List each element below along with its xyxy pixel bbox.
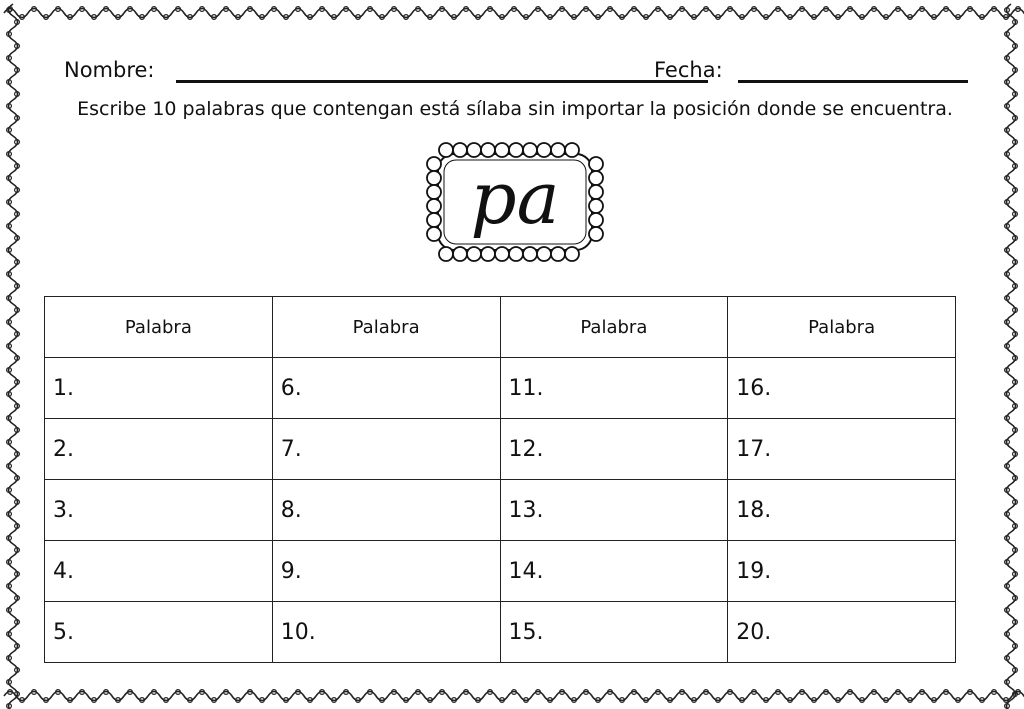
word-cell[interactable]: 10. bbox=[272, 602, 500, 663]
word-cell[interactable]: 2. bbox=[45, 419, 273, 480]
instructions-text: Escribe 10 palabras que contengan está sílaba sin importar la posición donde se encuentra. bbox=[77, 98, 953, 120]
decorative-border-top bbox=[0, 0, 1024, 26]
word-cell[interactable]: 14. bbox=[500, 541, 728, 602]
word-cell[interactable]: 17. bbox=[728, 419, 956, 480]
table-row bbox=[45, 602, 956, 663]
syllable-text: pa bbox=[470, 156, 560, 240]
table-row bbox=[45, 358, 956, 419]
word-cell[interactable]: 13. bbox=[500, 480, 728, 541]
word-cell[interactable]: 5. bbox=[45, 602, 273, 663]
decorative-border-bottom bbox=[0, 683, 1024, 709]
word-cell[interactable]: 4. bbox=[45, 541, 273, 602]
word-cell[interactable]: 7. bbox=[272, 419, 500, 480]
date-label: Fecha: bbox=[654, 58, 723, 82]
name-field[interactable] bbox=[176, 80, 708, 83]
word-cell[interactable]: 3. bbox=[45, 480, 273, 541]
word-cell[interactable]: 20. bbox=[728, 602, 956, 663]
column-header: Palabra bbox=[728, 297, 956, 358]
word-cell[interactable]: 12. bbox=[500, 419, 728, 480]
date-field[interactable] bbox=[738, 80, 968, 83]
word-cell[interactable]: 16. bbox=[728, 358, 956, 419]
word-cell[interactable]: 19. bbox=[728, 541, 956, 602]
word-cell[interactable]: 1. bbox=[45, 358, 273, 419]
table-header-row bbox=[45, 297, 956, 358]
decorative-border-right bbox=[998, 0, 1024, 709]
word-cell[interactable]: 18. bbox=[728, 480, 956, 541]
table-row bbox=[45, 541, 956, 602]
words-table bbox=[44, 296, 956, 663]
table-row bbox=[45, 480, 956, 541]
word-cell[interactable]: 8. bbox=[272, 480, 500, 541]
name-label: Nombre: bbox=[64, 58, 155, 82]
word-cell[interactable]: 15. bbox=[500, 602, 728, 663]
name-date-row bbox=[64, 56, 974, 90]
column-header: Palabra bbox=[272, 297, 500, 358]
word-cell[interactable]: 9. bbox=[272, 541, 500, 602]
word-cell[interactable]: 6. bbox=[272, 358, 500, 419]
column-header: Palabra bbox=[45, 297, 273, 358]
table-row bbox=[45, 419, 956, 480]
word-cell[interactable]: 11. bbox=[500, 358, 728, 419]
decorative-border-left bbox=[0, 0, 26, 709]
column-header: Palabra bbox=[500, 297, 728, 358]
